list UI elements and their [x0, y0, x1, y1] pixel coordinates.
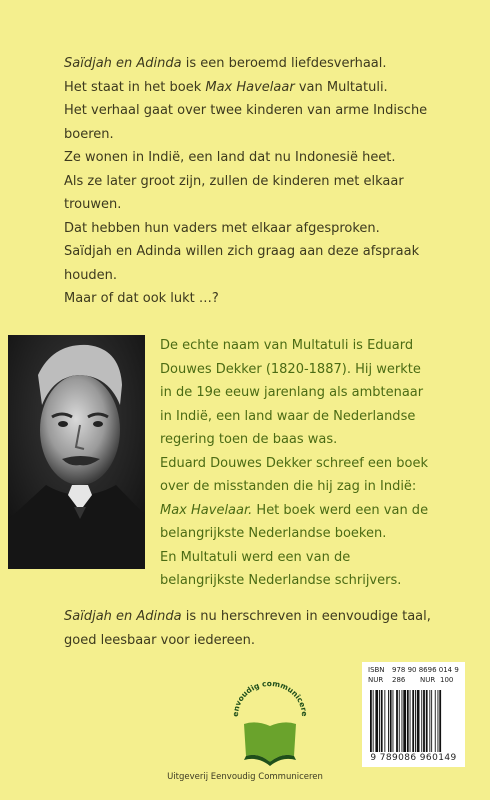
bio-line — [160, 522, 480, 546]
intro-line-run: boeren. — [64, 126, 114, 142]
barcode-bar — [412, 690, 414, 752]
bio-line-run: over de misstanden die hij zag in Indië: — [160, 479, 417, 494]
bio-line-run: En Multatuli werd een van de — [160, 549, 351, 565]
outro-line-run: is nu herschreven in eenvoudige taal, — [181, 609, 431, 624]
portrait-image — [8, 335, 145, 569]
intro-line — [64, 170, 464, 194]
bio-line-run: belangrijkste Nederlandse boeken. — [160, 526, 387, 541]
bio-line-run: Max Havelaar. — [160, 502, 253, 518]
intro-line — [64, 99, 464, 123]
barcode-bar — [435, 690, 436, 752]
barcode-bar — [439, 690, 441, 752]
intro-line-run: Dat hebben hun vaders met elkaar afgesproken. — [64, 220, 380, 236]
barcode-bar — [388, 690, 389, 752]
intro-line — [64, 287, 464, 311]
isbn-label: ISBN — [368, 666, 385, 674]
bio-line — [160, 569, 480, 593]
barcode-bar — [438, 690, 439, 752]
logo-arc-text: eenvoudig communiceren — [227, 675, 310, 717]
barcode-bar — [399, 690, 400, 752]
bio-line-run: De echte naam van Multatuli is Eduard — [160, 338, 414, 353]
bio-line-run: in Indië, een land waar de Nederlandse — [160, 408, 416, 424]
barcode-bar — [379, 690, 380, 752]
barcode-bar — [421, 690, 422, 752]
publisher-name: Uitgeverij Eenvoudig Communiceren — [167, 772, 323, 782]
barcode-bars — [370, 690, 458, 752]
nur-value-1: 286 — [392, 676, 406, 684]
barcode-bar — [381, 690, 383, 752]
barcode-bar — [417, 690, 420, 752]
intro-line-run: Als ze later groot zijn, zullen de kinderen met elkaar — [64, 173, 404, 189]
intro-line-run: Ze wonen in Indië, een land dat nu Indonesië heet. — [64, 150, 396, 165]
intro-line — [64, 76, 464, 100]
intro-line-run: Het verhaal gaat over twee kinderen van arme Indische — [64, 103, 428, 118]
nur-value-2: 100 — [440, 676, 454, 684]
bio-line — [160, 546, 480, 570]
intro-line-run: Saïdjah en Adinda — [64, 56, 182, 71]
intro-text — [64, 52, 464, 311]
barcode-bar — [407, 690, 409, 752]
publisher-logo — [227, 675, 310, 766]
nur-label-2: NUR — [420, 676, 436, 684]
intro-line-run: trouwen. — [64, 197, 122, 212]
intro-line-run: van Multatuli. — [294, 79, 388, 95]
barcode-bar — [384, 690, 385, 752]
intro-line — [64, 146, 464, 170]
barcode-bar — [375, 690, 378, 752]
bio-line — [160, 428, 480, 452]
barcode-bar — [373, 690, 374, 752]
outro-line — [64, 629, 464, 653]
barcode-bar — [415, 690, 416, 752]
author-biography — [160, 334, 480, 593]
bio-line — [160, 358, 480, 382]
intro-line — [64, 123, 464, 147]
barcode-bar — [423, 690, 425, 752]
author-portrait — [8, 335, 145, 569]
bio-line-run: Douwes Dekker (1820-1887). Hij werkte — [160, 361, 421, 377]
intro-line-run: houden. — [64, 267, 118, 283]
barcode-bar — [393, 690, 394, 752]
barcode-bar — [431, 690, 432, 752]
intro-line — [64, 240, 464, 264]
bio-line-run: regering toen de baas was. — [160, 432, 338, 447]
intro-line — [64, 217, 464, 241]
bio-line — [160, 334, 480, 358]
intro-line-run: Max Havelaar — [205, 79, 295, 95]
bio-line — [160, 452, 480, 476]
intro-line-run: Saïdjah en Adinda willen zich graag aan deze afspraak — [64, 244, 420, 259]
barcode-bar — [426, 690, 428, 752]
barcode-bar — [429, 690, 430, 752]
outro-line-run: goed leesbaar voor iedereen. — [64, 632, 255, 648]
svg-text:eenvoudig communiceren — [227, 675, 309, 717]
bio-line-run: Eduard Douwes Dekker schreef een boek — [160, 455, 429, 471]
intro-line — [64, 52, 464, 76]
intro-line-run: Maar of dat ook lukt …? — [64, 291, 219, 306]
barcode-bar — [402, 690, 403, 752]
intro-line — [64, 264, 464, 288]
intro-line-run: is een beroemd liefdesverhaal. — [181, 56, 387, 71]
isbn-value: 978 90 8696 014 9 — [392, 666, 459, 674]
nur-label: NUR — [368, 676, 384, 684]
barcode-bar — [396, 690, 398, 752]
intro-line — [64, 193, 464, 217]
barcode-bar — [370, 690, 372, 752]
bio-line-run: belangrijkste Nederlandse schrijvers. — [160, 573, 402, 588]
outro-line — [64, 605, 464, 629]
barcode-bar — [390, 690, 392, 752]
bio-line — [160, 499, 480, 523]
barcode-digits: 9 789086 960149 — [370, 753, 457, 763]
barcode-bar — [403, 690, 406, 752]
bio-line-run: in de 19e eeuw jarenlang als ambtenaar — [160, 385, 424, 400]
intro-line-run: Het staat in het boek — [64, 79, 206, 95]
bio-line-run: Het boek werd een van de — [252, 502, 429, 518]
outro-text — [64, 605, 464, 652]
bio-line — [160, 381, 480, 405]
barcode-label — [362, 662, 465, 767]
bio-line — [160, 405, 480, 429]
bio-line — [160, 475, 480, 499]
outro-line-run: Saïdjah en Adinda — [64, 609, 182, 624]
barcode-bar — [410, 690, 411, 752]
